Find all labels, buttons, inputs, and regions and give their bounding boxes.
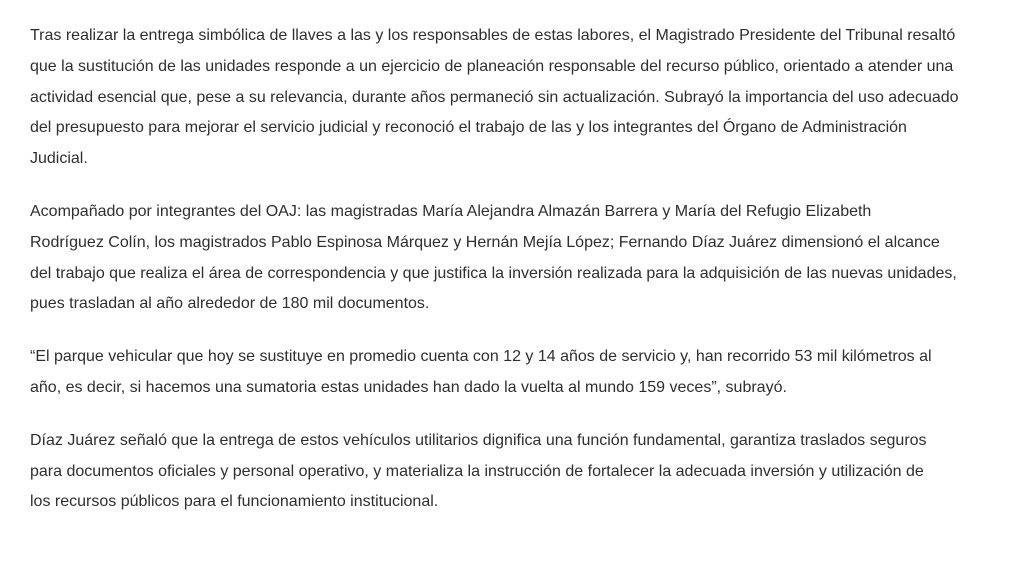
paragraph-line: pues trasladan al año alrededor de 180 mil documentos. [30, 295, 430, 313]
paragraph-line: Rodríguez Colín, los magistrados Pablo Espinosa Márquez y Hernán Mejía López; Fernando Díaz Juárez dimensionó el alcance [30, 233, 940, 251]
paragraph-line: Tras realizar la entrega simbólica de llaves a las y los responsables de estas labores, el Magistrado Presidente del Tribunal resaltó [30, 27, 956, 44]
paragraph-4 [30, 426, 1000, 518]
paragraph-line: para documentos oficiales y personal operativo, y materializa la instrucción de fortalecer la adecuada inversión y utilización de [30, 462, 924, 480]
paragraph-line: Díaz Juárez señaló que la entrega de estos vehículos utilitarios dignifica una función fundamental, garantiza traslados seguros [30, 431, 927, 449]
paragraph-line: Acompañado por integrantes del OAJ: las magistradas María Alejandra Almazán Barrera y María del Refugio Elizabeth [30, 202, 872, 220]
paragraph-1 [30, 21, 1000, 175]
paragraph-line: año, es decir, si hacemos una sumatoria estas unidades han dado la vuelta al mundo 159 veces”, subrayó. [30, 378, 787, 396]
paragraph-line: actividad esencial que, pese a su relevancia, durante años permaneció sin actualización. Subrayó la importancia del uso adecuado [30, 88, 959, 106]
paragraph-2 [30, 197, 1000, 320]
paragraph-line: “El parque vehicular que hoy se sustituye en promedio cuenta con 12 y 14 años de servicio y, han recorrido 53 mil kilómetros al [30, 348, 932, 366]
paragraph-line: Judicial. [30, 150, 88, 168]
paragraph-line: los recursos públicos para el funcionamiento institucional. [30, 493, 439, 511]
article-body [30, 21, 1000, 540]
paragraph-line: del trabajo que realiza el área de correspondencia y que justifica la inversión realizada para la adquisición de las nuevas unidades, [30, 264, 957, 282]
paragraph-line: que la sustitución de las unidades responde a un ejercicio de planeación responsable del recurso público, orientado a atender una [30, 57, 954, 75]
paragraph-3-quote [30, 342, 1000, 404]
paragraph-line: del presupuesto para mejorar el servicio judicial y reconoció el trabajo de las y los integrantes del Órgano de Administración [30, 119, 907, 137]
